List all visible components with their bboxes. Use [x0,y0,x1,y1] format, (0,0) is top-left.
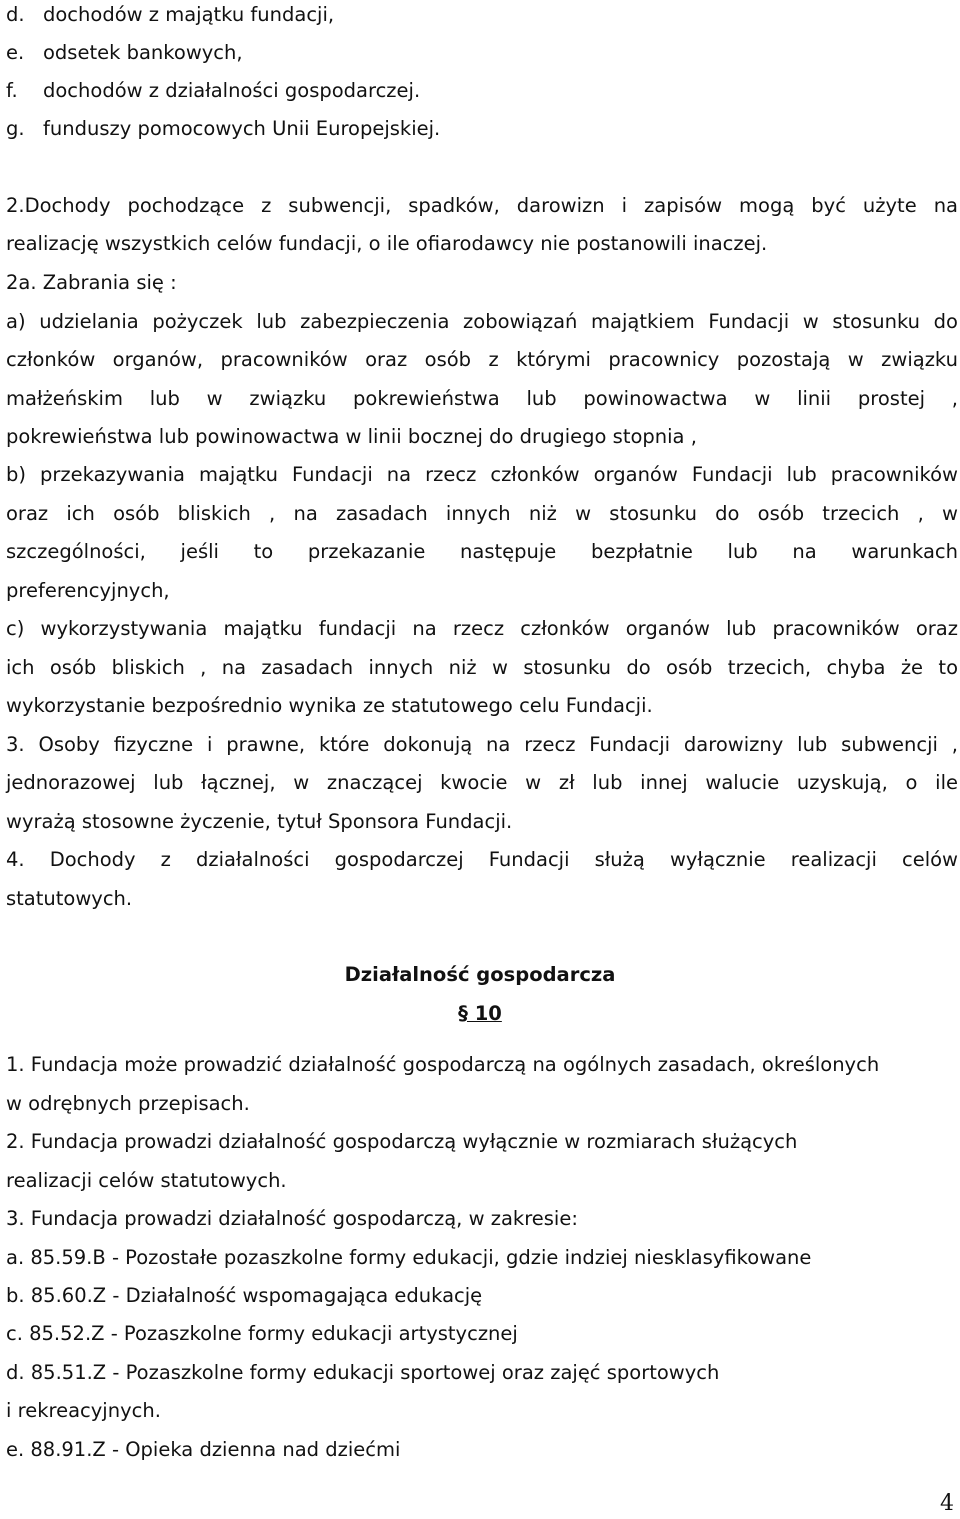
section-heading: 2a. Zabrania się : [6,271,177,294]
paragraph-line: 2. Fundacja prowadzi działalność gospodarczą wyłącznie w rozmiarach służących [6,1130,798,1153]
paragraph-line: w odrębnych przepisach. [6,1092,250,1115]
paragraph-line: b) przekazywania majątku Fundacji na rzecz członków organów Fundacji lub pracowników [6,463,958,486]
paragraph-line: wyrażą stosowne życzenie, tytuł Sponsora Fundacji. [6,810,513,833]
paragraph-line: ich osób bliskich , na zasadach innych niż w stosunku do osób trzecich, chyba że to [6,656,958,679]
paragraph-line: wykorzystanie bezpośrednio wynika ze statutowego celu Fundacji. [6,694,653,717]
paragraph-number: § 10 [458,1002,502,1025]
paragraph-line: pokrewieństwa lub powinowactwa w linii bocznej do drugiego stopnia , [6,425,697,448]
list-item: d. 85.51.Z - Pozaszkolne formy edukacji sportowej oraz zajęć sportowych [6,1361,720,1384]
paragraph-line: 3. Osoby fizyczne i prawne, które dokonują na rzecz Fundacji darowizny lub subwencji , [6,733,958,756]
list-item: f. dochodów z działalności gospodarczej. [6,79,421,102]
paragraph-line: realizacji celów statutowych. [6,1169,287,1192]
paragraph-line: szczególności, jeśli to przekazanie następuje bezpłatnie lub na warunkach [6,540,958,563]
list-item: c. 85.52.Z - Pozaszkolne formy edukacji artystycznej [6,1322,518,1345]
list-item: b. 85.60.Z - Działalność wspomagająca edukację [6,1284,483,1307]
list-item: e. 88.91.Z - Opieka dzienna nad dziećmi [6,1438,401,1461]
list-item: g. funduszy pomocowych Unii Europejskiej. [6,117,441,140]
paragraph-line: a) udzielania pożyczek lub zabezpieczenia zobowiązań majątkiem Fundacji w stosunku do [6,310,958,333]
paragraph-line: c) wykorzystywania majątku fundacji na rzecz członków organów lub pracowników oraz [6,617,958,640]
list-item: d. dochodów z majątku fundacji, [6,3,335,26]
paragraph-line: preferencyjnych, [6,579,170,602]
paragraph-line: statutowych. [6,887,133,910]
list-item: i rekreacyjnych. [6,1399,161,1422]
page-title: Działalność gospodarcza [344,963,616,986]
paragraph-line: członków organów, pracowników oraz osób z którymi pracownicy pozostają w związku [6,348,958,371]
page-number: 4 [940,1491,954,1516]
paragraph-line: 4. Dochody z działalności gospodarczej Fundacji służą wyłącznie realizacji celów [6,848,958,871]
paragraph-line: realizację wszystkich celów fundacji, o ile ofiarodawcy nie postanowili inaczej. [6,232,768,255]
list-item: e. odsetek bankowych, [6,41,243,64]
paragraph-line: 3. Fundacja prowadzi działalność gospodarczą, w zakresie: [6,1207,578,1230]
paragraph-line: 1. Fundacja może prowadzić działalność gospodarczą na ogólnych zasadach, określonych [6,1053,880,1076]
list-item: a. 85.59.B - Pozostałe pozaszkolne formy edukacji, gdzie indziej niesklasyfikowane [6,1246,812,1269]
paragraph-line: jednorazowej lub łącznej, w znaczącej kwocie w zł lub innej walucie uzyskują, o ile [6,771,958,794]
paragraph-line: małżeńskim lub w związku pokrewieństwa lub powinowactwa w linii prostej , [6,387,958,410]
paragraph-line: oraz ich osób bliskich , na zasadach innych niż w stosunku do osób trzecich , w [6,502,958,525]
paragraph-line: 2.Dochody pochodzące z subwencji, spadków, darowizn i zapisów mogą być użyte na [6,194,958,217]
